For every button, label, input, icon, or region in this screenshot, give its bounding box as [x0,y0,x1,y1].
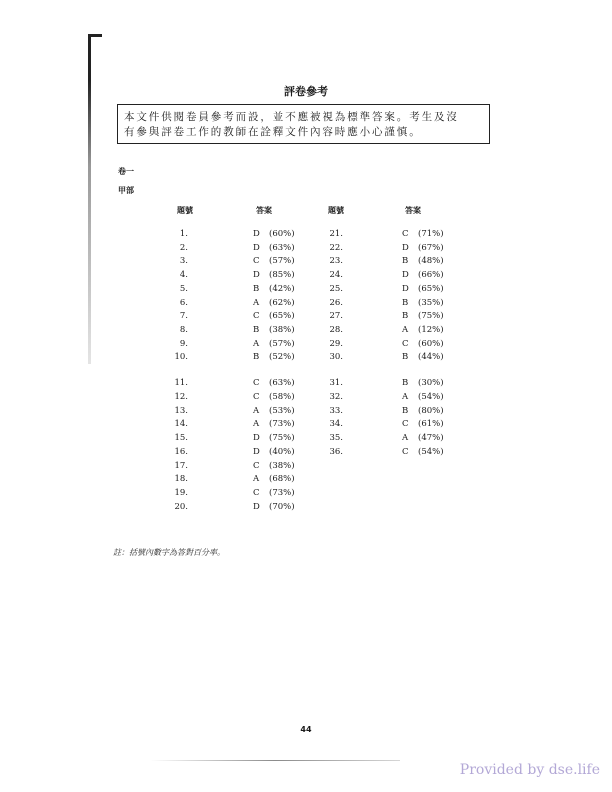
correct-percentage: (48%) [418,256,444,267]
answer-row [0,501,612,513]
answer-letter: B [402,311,409,322]
answer-letter: A [253,419,260,430]
question-number: 15. [174,433,188,443]
answer-letter: D [402,283,409,294]
answer-row [0,391,612,403]
question-number: 21. [329,229,343,239]
watermark-link[interactable]: Provided by dse.life [459,762,600,778]
answer-letter: D [253,501,260,512]
answer-row [0,324,612,336]
answer-row [0,338,612,350]
question-number: 33. [329,405,343,416]
section-label: 甲部 [118,186,134,195]
correct-percentage: (63%) [269,378,295,388]
answer-letter: B [253,352,260,363]
correct-percentage: (75%) [418,311,444,322]
correct-percentage: (30%) [418,378,444,388]
correct-percentage: (75%) [269,433,295,443]
disclaimer-line-1: 本文件供閱卷員參考而設，並不應被視為標準答案。考生及沒 [124,111,459,123]
answer-letter: A [402,391,409,402]
answer-letter: A [253,297,260,308]
question-number: 25. [329,283,343,294]
correct-percentage: (71%) [418,229,444,239]
answer-letter: C [402,419,409,430]
question-number: 3. [179,256,188,267]
answer-letter: B [402,256,409,267]
question-number: 28. [329,324,343,335]
question-number: 4. [179,270,188,281]
question-number: 32. [329,391,343,402]
correct-percentage: (85%) [269,270,295,281]
correct-percentage: (47%) [418,433,444,443]
question-number: 20. [174,501,188,512]
answer-letter: C [253,378,260,388]
answer-letter: B [253,283,260,294]
answer-letter: C [402,229,409,239]
question-number: 13. [174,405,188,416]
page-number: 44 [300,725,312,734]
question-number: 9. [179,338,188,349]
question-number: 18. [174,474,188,485]
answer-letter: B [402,352,409,363]
answer-row [0,351,612,363]
answer-letter: A [253,338,260,349]
answer-row [0,446,612,458]
answer-row [0,432,612,444]
correct-percentage: (68%) [269,474,295,485]
question-number: 31. [329,378,343,388]
question-number: 34. [329,419,343,430]
correct-percentage: (66%) [418,270,444,281]
page-title: 評卷參考 [284,85,328,98]
question-number: 2. [179,242,188,253]
left-answer-header: 答案 [256,206,272,215]
footnote: 註：括號內數字為答對百分率。 [113,548,225,557]
question-number: 10. [174,352,188,363]
answer-row [0,473,612,485]
answer-letter: C [253,311,260,322]
correct-percentage: (57%) [269,338,295,349]
answer-letter: C [253,256,260,267]
question-number: 14. [174,419,188,430]
question-number: 30. [329,352,343,363]
answer-letter: C [402,446,409,457]
answer-letter: A [402,433,409,443]
correct-percentage: (44%) [418,352,444,363]
correct-percentage: (67%) [418,242,444,253]
answer-letter: B [253,324,260,335]
question-number: 22. [329,242,343,253]
correct-percentage: (57%) [269,256,295,267]
question-number: 7. [179,311,188,322]
right-question-header: 題號 [328,206,344,215]
answer-letter: C [253,391,260,402]
question-number: 24. [329,270,343,281]
correct-percentage: (54%) [418,391,444,402]
right-answer-header: 答案 [405,206,421,215]
question-number: 1. [179,229,188,239]
correct-percentage: (61%) [418,419,444,430]
answer-row [0,228,612,240]
answer-letter: D [402,270,409,281]
correct-percentage: (54%) [418,446,444,457]
answer-letter: D [253,446,260,457]
answer-letter: D [253,242,260,253]
question-number: 11. [174,378,188,388]
question-number: 36. [329,446,343,457]
question-number: 6. [179,297,188,308]
correct-percentage: (80%) [418,405,444,416]
question-number: 35. [329,433,343,443]
disclaimer-line-2: 有參與評卷工作的教師在詮釋文件內容時應小心謹慎。 [124,126,422,138]
question-number: 23. [329,256,343,267]
correct-percentage: (35%) [418,297,444,308]
correct-percentage: (40%) [269,446,295,457]
answer-row [0,269,612,281]
question-number: 19. [174,488,188,498]
question-number: 17. [174,460,188,471]
left-question-header: 題號 [177,206,193,215]
correct-percentage: (63%) [269,242,295,253]
answer-letter: A [253,405,260,416]
question-number: 8. [179,324,188,335]
question-number: 12. [174,391,188,402]
question-number: 26. [329,297,343,308]
answer-letter: B [402,378,409,388]
answer-letter: C [402,338,409,349]
answer-row [0,255,612,267]
question-number: 27. [329,311,343,322]
answer-letter: A [253,474,260,485]
correct-percentage: (65%) [418,283,444,294]
correct-percentage: (53%) [269,405,295,416]
correct-percentage: (38%) [269,460,295,471]
answer-letter: C [253,460,260,471]
answer-row [0,418,612,430]
correct-percentage: (52%) [269,352,295,363]
correct-percentage: (62%) [269,297,295,308]
answer-letter: B [402,405,409,416]
correct-percentage: (73%) [269,419,295,430]
correct-percentage: (60%) [418,338,444,349]
answer-letter: D [253,270,260,281]
answer-row [0,242,612,254]
answer-letter: A [402,324,409,335]
answer-row [0,297,612,309]
answer-row [0,405,612,417]
question-number: 16. [174,446,188,457]
answer-letter: B [402,297,409,308]
answer-letter: D [253,433,260,443]
bottom-rule [150,760,400,761]
correct-percentage: (65%) [269,311,295,322]
answer-letter: D [253,229,260,239]
question-number: 29. [329,338,343,349]
paper-label: 卷一 [118,167,134,176]
correct-percentage: (58%) [269,391,295,402]
correct-percentage: (70%) [269,501,295,512]
answer-letter: D [402,242,409,253]
correct-percentage: (60%) [269,229,295,239]
answer-row [0,377,612,389]
disclaimer-box [117,104,490,144]
answer-row [0,460,612,472]
correct-percentage: (42%) [269,283,295,294]
question-number: 5. [179,283,188,294]
correct-percentage: (38%) [269,324,295,335]
answer-row [0,310,612,322]
answer-row [0,283,612,295]
correct-percentage: (73%) [269,488,295,498]
answer-letter: C [253,488,260,498]
correct-percentage: (12%) [418,324,444,335]
answer-row [0,487,612,499]
